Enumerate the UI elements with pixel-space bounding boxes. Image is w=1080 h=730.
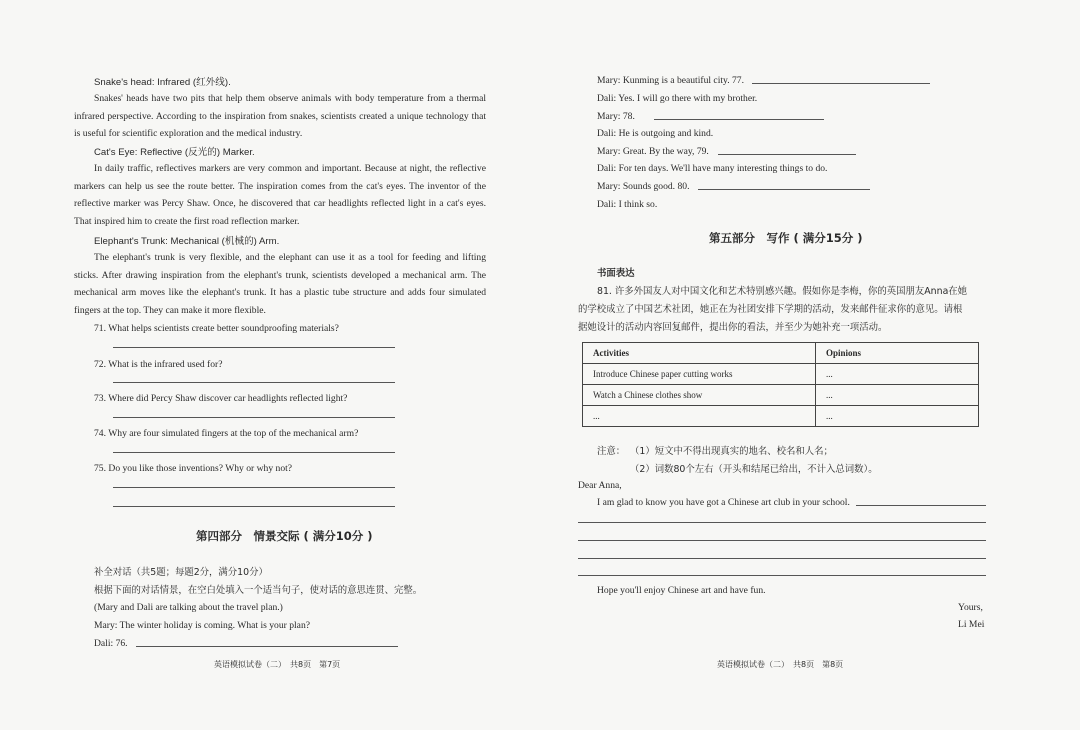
note-1: （1）短文中不得出现真实的地名、校名和人名； (630, 446, 833, 457)
part4-title: 第四部分 情景交际 ( 满分10分 ) (196, 529, 373, 543)
writing-prompt-2: 的学校成立了中国艺术社团，她正在为社团安排下学期的活动，发来邮件征求你的意见。请根 (578, 304, 963, 315)
table-row (583, 364, 979, 385)
writing-line[interactable] (578, 540, 986, 541)
letter-opening: I am glad to know you have got a Chinese art club in your school. (597, 497, 850, 508)
writing-line[interactable] (856, 505, 986, 506)
dialog-79: Mary: Great. By the way, 79. (597, 146, 709, 157)
answer-line-75b[interactable] (113, 506, 395, 507)
dialog-77: Mary: Kunming is a beautiful city. 77. (597, 75, 744, 86)
letter-greeting: Dear Anna, (578, 480, 622, 491)
writing-line[interactable] (578, 522, 986, 523)
letter-name: Li Mei (958, 619, 985, 630)
table-header: Opinions (816, 343, 979, 364)
answer-line-74[interactable] (113, 452, 395, 453)
note-2: （2）词数80个左右（开头和结尾已给出，不计入总词数）。 (630, 464, 878, 475)
question-73: 73. Where did Percy Shaw discover car headlights reflected light? (94, 393, 348, 404)
question-71: 71. What helps scientists create better soundproofing materials? (94, 323, 339, 334)
snake-heading: Snake's head: Infrared (红外线). (94, 77, 231, 88)
dialog-reply-78: Dali: He is outgoing and kind. (597, 128, 714, 139)
table-row (583, 385, 979, 406)
writing-prompt-1: 81. 许多外国友人对中国文化和艺术特别感兴趣。假如你是李梅，你的英国朋友Anna在她 (597, 286, 968, 297)
answer-line-72[interactable] (113, 382, 395, 383)
dialog-reply-79: Dali: For ten days. We'll have many interesting things to do. (597, 163, 828, 174)
answer-line-75a[interactable] (113, 487, 395, 488)
snake-paragraph: Snakes' heads have two pits that help them observe animals with body temperature from a thermal infrared perspective. According to the inspiration from snakes, scientists created a unique technology that is useful for scientific exploration and the medical industry. (74, 93, 486, 139)
writing-line[interactable] (578, 558, 986, 559)
dialog-78: Mary: 78. (597, 111, 635, 122)
elephant-paragraph: The elephant's trunk is very flexible, and the elephant can use it as a tool for feeding and lifting sticks. After drawing inspiration from the elephant's trunk, scientists developed a mechanical arm. The mechanical arm moves like the elephant's trunk. It has a plastic tube structure and adds four simulated fingers at the top. They can make it more flexible. (74, 252, 486, 316)
writing-prompt-3: 据她设计的活动内容回复邮件，提出你的看法，并至少为她补充一项活动。 (578, 322, 888, 333)
note-label: 注意： (597, 446, 626, 457)
dialog-heading: 补全对话（共5题；每题2分，满分10分） (94, 567, 268, 578)
part5-title: 第五部分 写作 ( 满分15分 ) (709, 231, 863, 245)
table-header: Activities (583, 343, 816, 364)
table-row (583, 406, 979, 427)
answer-line-77[interactable] (752, 83, 930, 84)
table-cell: Introduce Chinese paper cutting works (583, 364, 816, 385)
table-cell: ... (816, 385, 979, 406)
cat-heading: Cat's Eye: Reflective (反光的) Marker. (94, 147, 255, 158)
question-72: 72. What is the infrared used for? (94, 359, 223, 370)
question-75: 75. Do you like those inventions? Why or why not? (94, 463, 293, 474)
table-header-row (583, 343, 979, 364)
letter-yours: Yours, (958, 602, 983, 613)
answer-line-71[interactable] (113, 347, 395, 348)
cat-paragraph: In daily traffic, reflectives markers are very common and important. Because at night, the reflective markers can help us see the route better. The inspiration comes from the cat's eyes. The inventor of the reflective marker was Percy Shaw. Once, he discovered that car headlights reflected light in a cat's eyes. That inspired him to create the first road reflection marker. (74, 163, 486, 227)
dialog-line-1: Mary: The winter holiday is coming. What is your plan? (94, 620, 310, 631)
dialog-reply-77: Dali: Yes. I will go there with my brother. (597, 93, 758, 104)
table-cell: ... (816, 406, 979, 427)
table-cell: ... (816, 364, 979, 385)
answer-line-79[interactable] (718, 154, 856, 155)
left-footer: 英语模拟试卷（二） 共8页 第7页 (214, 660, 341, 669)
writing-heading: 书面表达 (597, 268, 635, 279)
answer-line-73[interactable] (113, 417, 395, 418)
dialog-context: (Mary and Dali are talking about the travel plan.) (94, 602, 283, 613)
writing-line[interactable] (578, 575, 986, 576)
right-footer: 英语模拟试卷（二） 共8页 第8页 (717, 660, 844, 669)
question-74: 74. Why are four simulated fingers at the top of the mechanical arm? (94, 428, 359, 439)
answer-line-78[interactable] (654, 119, 824, 120)
elephant-heading: Elephant's Trunk: Mechanical (机械的) Arm. (94, 236, 280, 247)
letter-closing: Hope you'll enjoy Chinese art and have fun. (597, 585, 766, 596)
table-cell: Watch a Chinese clothes show (583, 385, 816, 406)
activities-table (582, 342, 979, 427)
dialog-instruction: 根据下面的对话情景，在空白处填入一个适当句子，使对话的意思连贯、完整。 (94, 585, 423, 596)
dialog-80: Mary: Sounds good. 80. (597, 181, 690, 192)
dialog-reply-80: Dali: I think so. (597, 199, 658, 210)
answer-line-80[interactable] (698, 189, 870, 190)
table-cell: ... (583, 406, 816, 427)
answer-line-76[interactable] (136, 646, 398, 647)
dialog-line-2: Dali: 76. (94, 638, 128, 649)
